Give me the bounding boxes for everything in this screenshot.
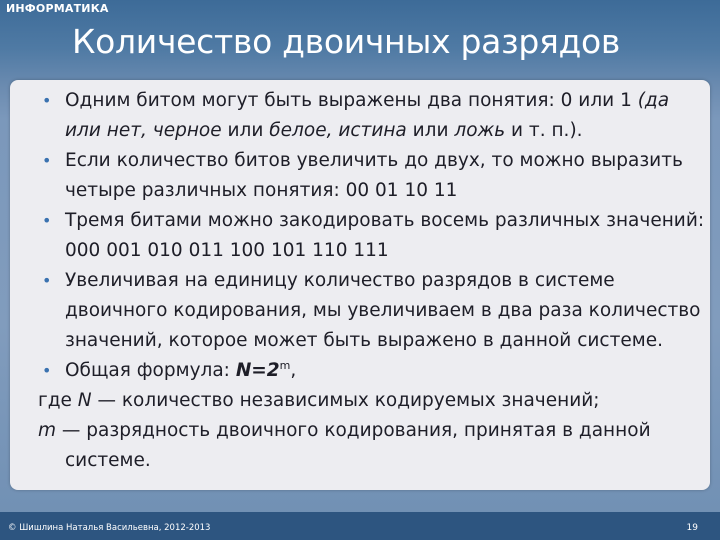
slide-title: Количество двоичных разрядов xyxy=(72,22,621,61)
definition-m-continuation: системе. xyxy=(65,450,151,471)
bullet-dot-icon: • xyxy=(42,271,52,290)
bullet-item-3 xyxy=(38,206,710,266)
slide-body xyxy=(38,86,710,476)
bullet-1-text-a: Одним битом могут быть выражены два понятия: 0 или 1 xyxy=(65,90,638,111)
formula-suffix: , xyxy=(290,360,297,381)
bullet-1-text-c: или xyxy=(406,120,455,141)
definition-m-text: — разрядность двоичного кодирования, принятая в данной xyxy=(56,420,651,441)
bullet-dot-icon: • xyxy=(42,361,52,380)
bullet-3-text: Тремя битами можно закодировать восемь различных значений: 000 001 010 011 100 101 110 111 xyxy=(65,210,705,261)
definition-m-var: m xyxy=(38,420,57,441)
copyright-text: © Шишлина Наталья Васильевна, 2012-2013 xyxy=(8,523,211,533)
definition-n-prefix: где xyxy=(38,390,78,411)
bullet-1-text-b: или xyxy=(221,120,270,141)
bullet-item-4 xyxy=(38,266,710,356)
formula-label: Общая формула: xyxy=(65,360,236,381)
bullet-1-emph-b: белое, истина xyxy=(269,120,407,141)
definition-n-var: N xyxy=(77,390,92,411)
bullet-item-1 xyxy=(38,86,710,146)
definition-m xyxy=(38,416,710,446)
bullet-dot-icon: • xyxy=(42,211,52,230)
formula-base: N=2 xyxy=(235,360,280,381)
content-panel xyxy=(10,80,710,490)
bullet-dot-icon: • xyxy=(42,91,52,110)
bullet-item-5 xyxy=(38,356,710,386)
bullet-4-text: Увеличивая на единицу количество разрядов в системе двоичного кодирования, мы увеличиваем в два раза количество значений, которое может быть выражено в данной системе. xyxy=(65,270,701,351)
bullet-1-text-d: и т. п.). xyxy=(505,120,583,141)
bullet-dot-icon: • xyxy=(42,151,52,170)
bullet-item-2 xyxy=(38,146,710,206)
subject-label: ИНФОРМАТИКА xyxy=(6,2,109,15)
definition-n-text: — количество независимых кодируемых значений; xyxy=(91,390,600,411)
footer-bar xyxy=(0,512,720,540)
bullet-1-emph-a: (да или нет, черное xyxy=(65,90,670,141)
bullet-1-emph-c: ложь xyxy=(454,120,506,141)
definition-n xyxy=(38,386,710,416)
formula-exponent: m xyxy=(279,359,291,372)
bullet-2-text: Если количество битов увеличить до двух, то можно выразить четыре различных понятия: 00 01 10 11 xyxy=(65,150,683,201)
page-number: 19 xyxy=(686,523,698,533)
